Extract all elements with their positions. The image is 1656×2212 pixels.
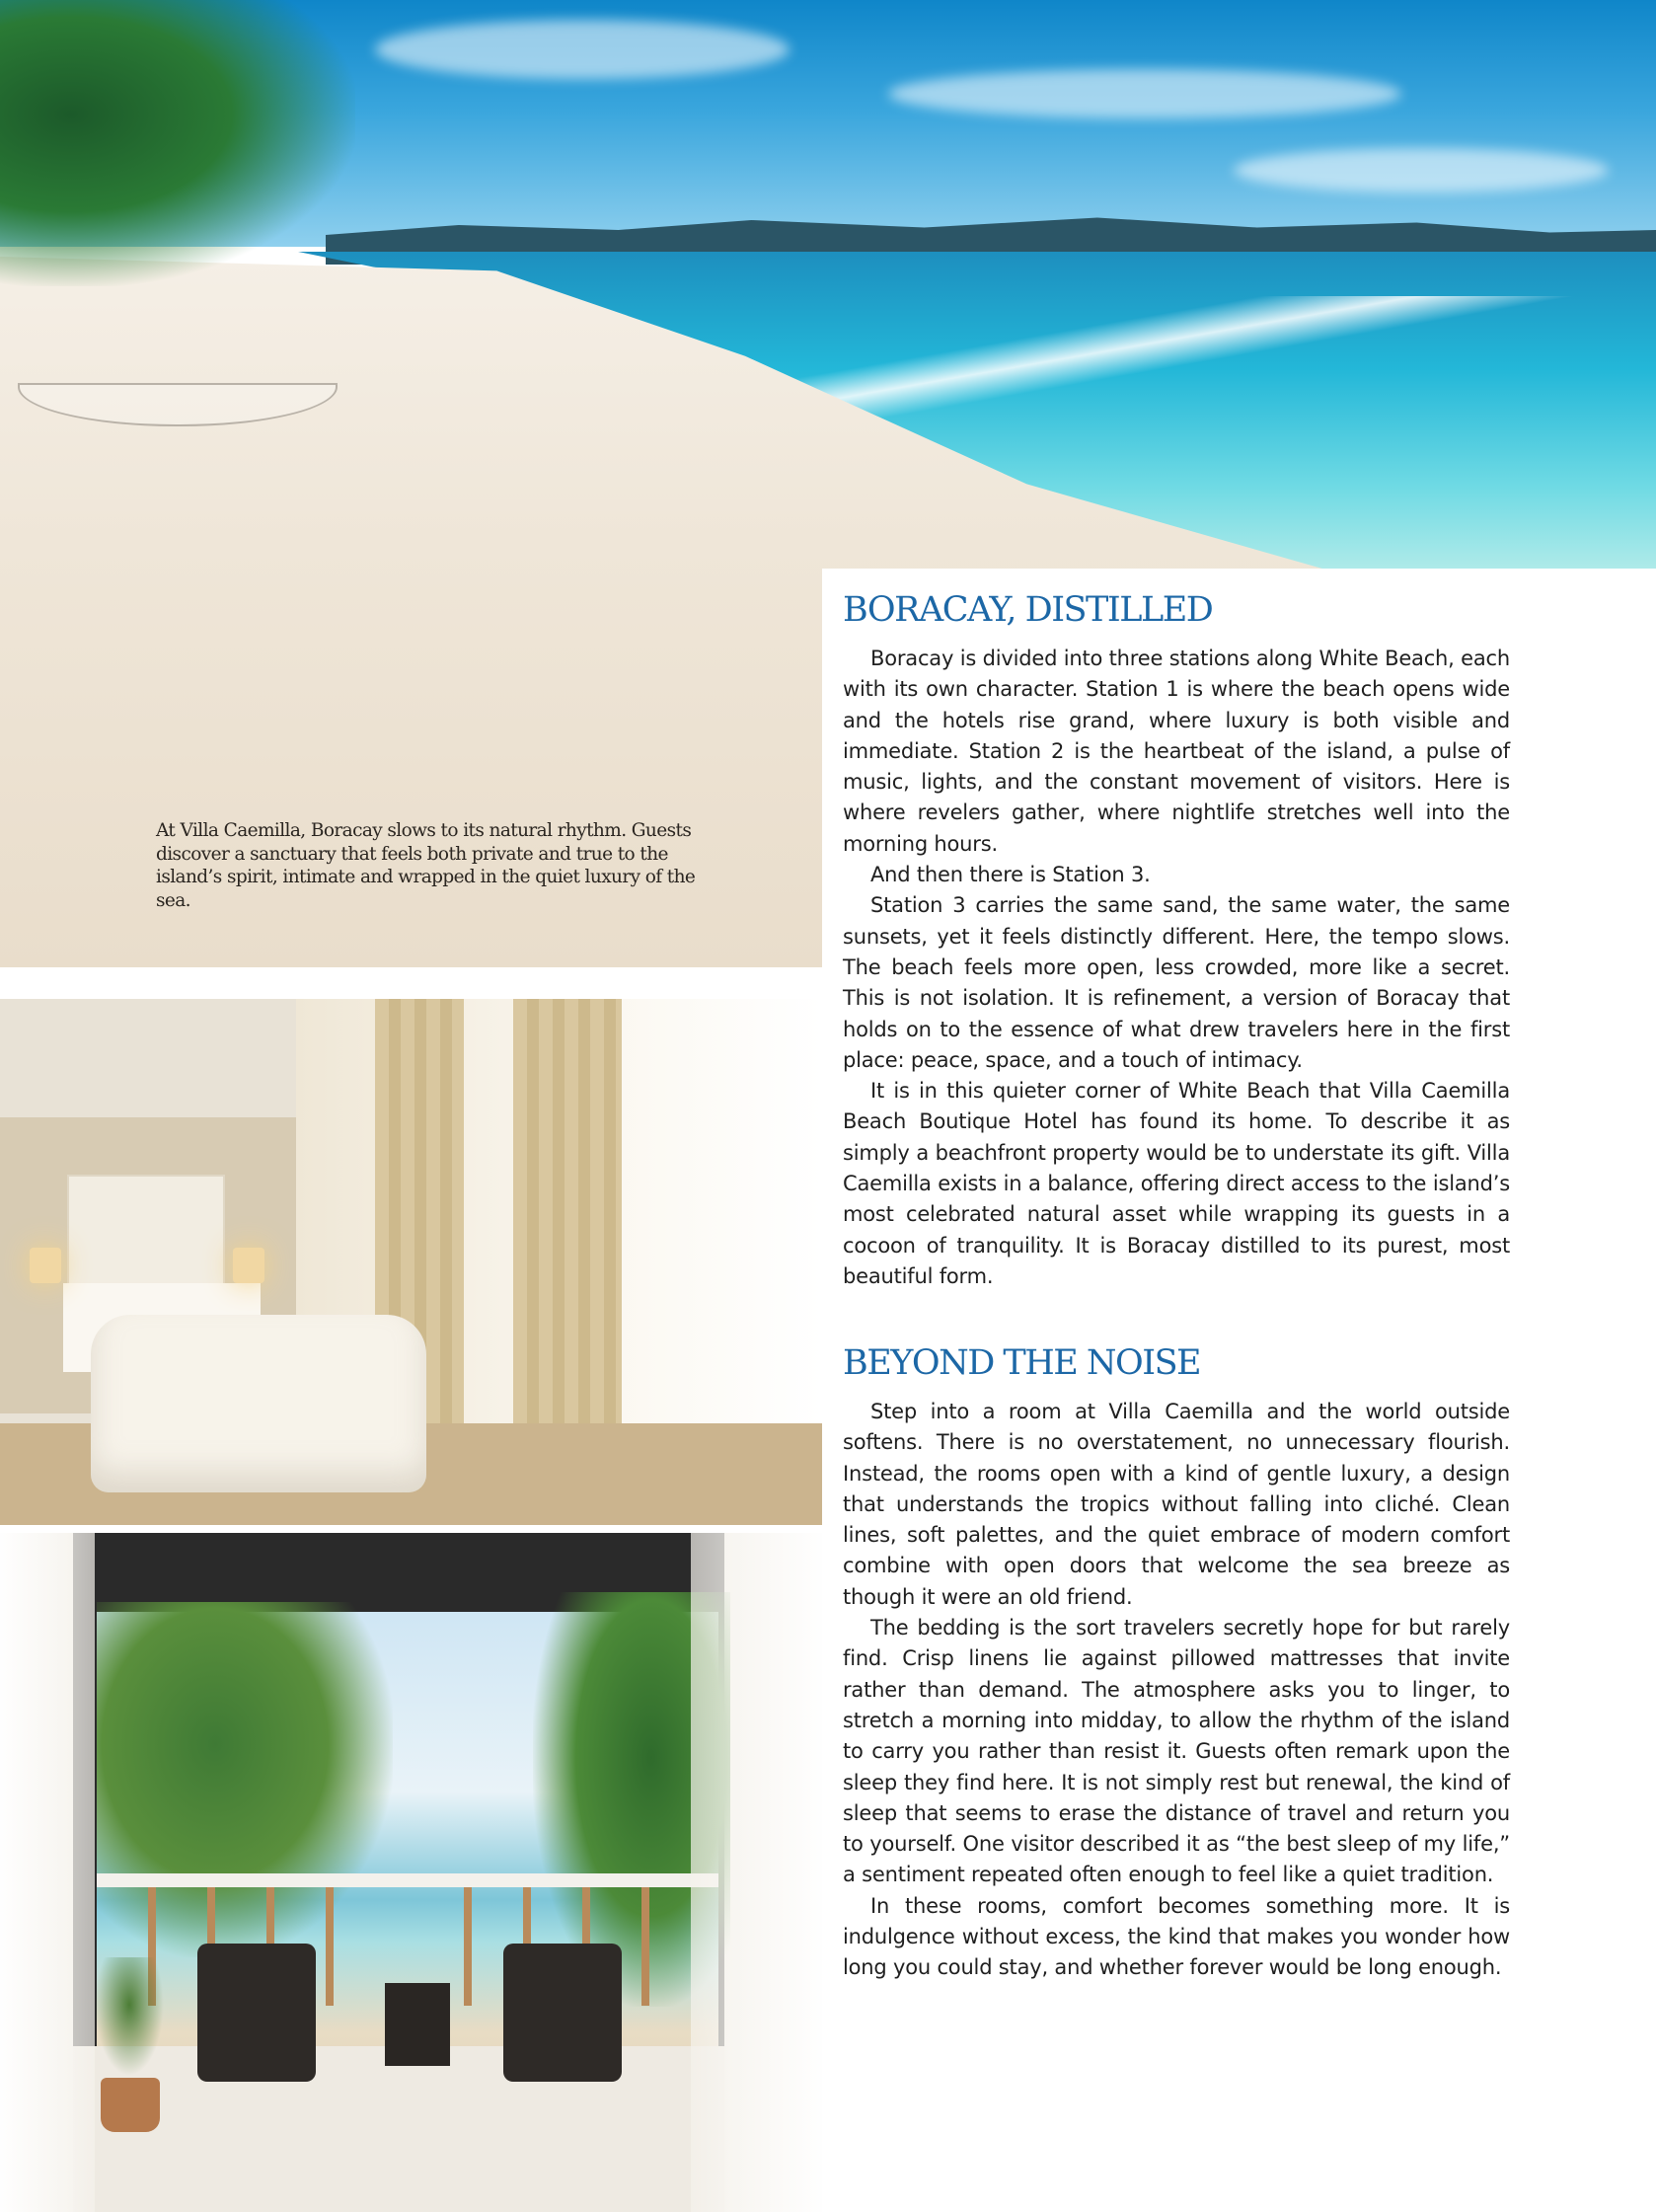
rail-post — [641, 1887, 649, 2006]
rail-post — [464, 1887, 472, 2006]
sheer-curtain — [0, 1533, 95, 2212]
plant-pot — [101, 2078, 160, 2132]
chair — [197, 1944, 316, 2082]
lamp — [30, 1248, 61, 1283]
balcony-photo — [0, 1533, 822, 2212]
bedroom-photo — [0, 999, 822, 1525]
palm-trees — [0, 0, 355, 286]
cloud — [1234, 148, 1609, 192]
balcony-rail — [97, 1873, 718, 1887]
paragraph: Step into a room at Villa Caemilla and the world outside softens. There is no overstatement, no unnecessary flourish. Instead, the rooms open with a kind of gentle luxury, a design that understands the tropics without falling into cliché. Clean lines, soft palettes, and the quiet embrace of modern comfort combine with open doors that welcome the sea breeze as though it were an old friend. — [843, 1400, 1510, 1609]
potted-plant — [95, 1957, 164, 2076]
section-heading-beyond-the-noise: BEYOND THE NOISE — [843, 1343, 1201, 1383]
paragraph: In these rooms, comfort becomes something more. It is indulgence without excess, the kind that makes you wonder how long you could stay, and whether forever would be long enough. — [843, 1893, 1510, 1980]
paragraph: And then there is Station 3. — [870, 863, 1151, 887]
section-heading-boracay-distilled: BORACAY, DISTILLED — [843, 590, 1213, 630]
paragraph: The bedding is the sort travelers secretly hope for but rarely find. Crisp linens lie against pillowed mattresses that invite rather than demand. The atmosphere asks you to linger, to stretch a morning into midday, to allow the rhythm of the island to carry you rather than resist it. Guests often remark upon the sleep they find here. It is not simply rest but renewal, the kind of sleep that seems to erase the distance of travel and return you to yourself. One visitor described it as “the best sleep of my life,” a sentiment repeated often enough to feel like a quiet tradition. — [843, 1616, 1510, 1887]
chair — [503, 1944, 622, 2082]
photo-caption: At Villa Caemilla, Boracay slows to its natural rhythm. Guests discover a sanctuary that feels both private and true to the island’s spirit, intimate and wrapped in the quiet luxury of the sea. — [156, 820, 696, 911]
headboard — [67, 1175, 225, 1287]
sofa — [91, 1315, 426, 1492]
side-table — [385, 1983, 450, 2066]
section-body-boracay-distilled — [843, 644, 1510, 1292]
lamp — [233, 1248, 264, 1283]
paragraph: Station 3 carries the same sand, the same water, the same sunsets, yet it feels distinctly different. Here, the tempo slows. The beach feels more open, less crowded, more like a secret. This is not isolation. It is refinement, a version of Boracay that holds on to the essence of what drew travelers here in the first place: peace, space, and a touch of intimacy. — [843, 893, 1510, 1072]
paragraph: Boracay is divided into three stations along White Beach, each with its own character. Station 1 is where the beach opens wide and the hotels rise grand, where luxury is both visible and immediate. Station 2 is the heartbeat of the island, a pulse of music, lights, and the constant movement of visitors. Here is where revelers gather, where nightlife stretches well into the morning hours. — [843, 647, 1510, 856]
palm-trees — [97, 1602, 393, 1957]
cloud — [888, 69, 1401, 118]
paragraph: It is in this quieter corner of White Beach that Villa Caemilla Beach Boutique Hotel has found its home. To describe it as simply a beachfront property would be to understate its gift. Villa Caemilla exists in a balance, offering direct access to the island’s most celebrated natural asset while wrapping its guests in a cocoon of tranquility. It is Boracay distilled to its purest, most beautiful form. — [843, 1079, 1510, 1288]
section-body-beyond-the-noise — [843, 1397, 1510, 1984]
sheer-curtain — [691, 1533, 822, 2212]
cloud — [375, 20, 790, 79]
balcony-floor — [73, 2046, 724, 2212]
rail-post — [326, 1887, 334, 2006]
